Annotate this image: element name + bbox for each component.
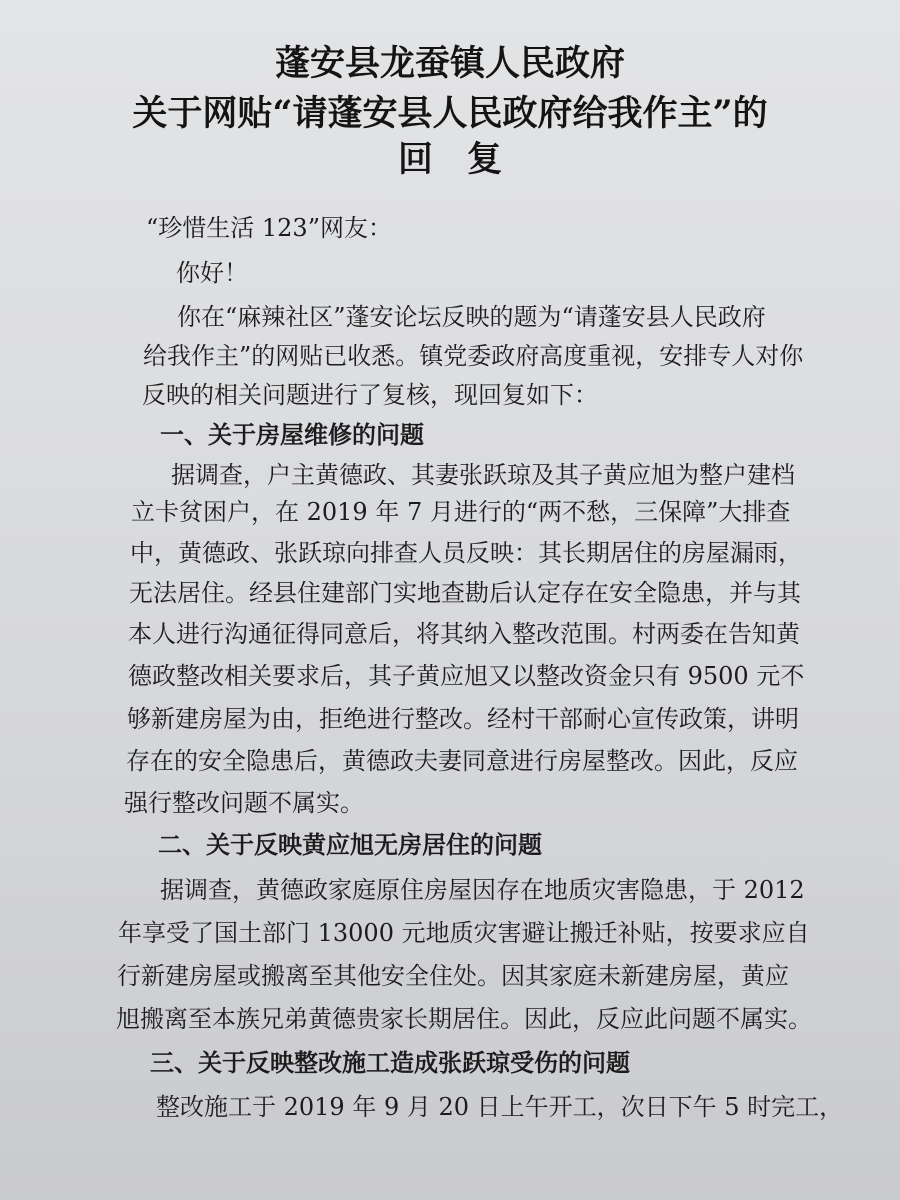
section-2-heading: 二、关于反映黄应旭无房居住的问题 [158,831,542,859]
paragraph-line: 无法居住。经县住建部门实地查勘后认定存在安全隐患，并与其 [129,579,801,607]
paragraph-line: 本人进行沟通征得同意后，将其纳入整改范围。村两委在告知黄 [128,620,800,648]
greeting: 你好！ [176,259,248,287]
section-3-heading: 三、关于反映整改施工造成张跃琼受伤的问题 [150,1049,630,1077]
paragraph-line: 中，黄德政、张跃琼向排查人员反映：其长期居住的房屋漏雨， [130,539,802,567]
paragraph-line: 旭搬离至本族兄弟黄德贵家长期居住。因此，反应此问题不属实。 [116,1005,812,1033]
paragraph-line: 德政整改相关要求后，其子黄应旭又以整改资金只有 9500 元不 [128,662,805,690]
paragraph-line: 存在的安全隐患后，黄德政夫妻同意进行房屋整改。因此，反应 [126,747,798,775]
document-title-line-2: 关于网贴“请蓬安县人民政府给我作主”的 [132,93,768,134]
paragraph-line: 年享受了国土部门 13000 元地质灾害避让搬迁补贴，按要求应自 [118,919,810,947]
paragraph-line: 够新建房屋为由，拒绝进行整改。经村干部耐心宣传政策，讲明 [127,705,799,733]
paragraph-line: 强行整改问题不属实。 [124,789,364,817]
paragraph-line: 据调查，黄德政家庭原住房屋因存在地质灾害隐患，于 2012 [160,876,805,904]
section-1-heading: 一、关于房屋维修的问题 [160,421,424,449]
paragraph-line: 据调查，户主黄德政、其妻张跃琼及其子黄应旭为整户建档 [171,461,795,489]
paragraph-line: 整改施工于 2019 年 9 月 20 日上午开工，次日下午 5 时完工， [156,1093,844,1121]
paragraph-line: 行新建房屋或搬离至其他安全住处。因其家庭未新建房屋，黄应 [117,962,789,990]
intro-line: 反映的相关问题进行了复核，现回复如下： [142,381,598,409]
document-title-line-3: 回复 [397,139,536,180]
document-title-line-1: 蓬安县龙蚕镇人民政府 [274,43,625,84]
salutation: “珍惜生活 123”网友： [146,214,392,242]
intro-line: 给我作主”的网贴已收悉。镇党委政府高度重视，安排专人对你 [143,342,804,370]
paragraph-line: 立卡贫困户，在 2019 年 7 月进行的“两不愁，三保障”大排查 [131,498,791,526]
intro-line: 你在“麻辣社区”蓬安论坛反映的题为“请蓬安县人民政府 [177,303,766,331]
